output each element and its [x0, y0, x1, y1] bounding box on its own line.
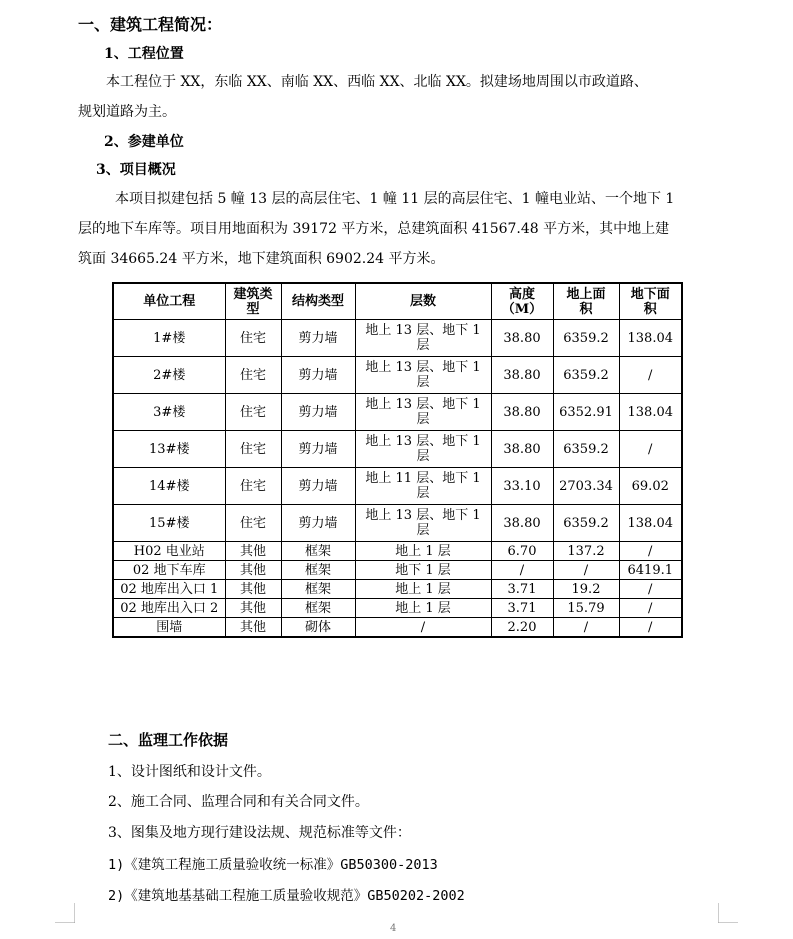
structure-cell: 剪力墙	[281, 394, 355, 431]
overview-text-line-3: 筑面 34665.24 平方米，地下建筑面积 6902.24 平方米。	[78, 251, 445, 267]
structure-cell: 剪力墙	[281, 320, 355, 357]
height-cell: 38.80	[491, 320, 553, 357]
unit-cell: 围墙	[113, 618, 225, 638]
structure-cell: 剪力墙	[281, 357, 355, 394]
type-cell: 住宅	[225, 505, 281, 542]
table-row	[113, 431, 682, 468]
table-row	[113, 394, 682, 431]
unit-cell: 1#楼	[113, 320, 225, 357]
height-cell: 38.80	[491, 431, 553, 468]
above-area-cell: /	[553, 618, 619, 638]
floors-cell: 地上 1 层	[355, 599, 491, 618]
below-area-cell: /	[619, 599, 682, 618]
floors-cell: 地上 1 层	[355, 580, 491, 599]
header-above-area: 地上面 积	[553, 283, 619, 320]
above-area-cell: 6352.91	[553, 394, 619, 431]
subsection-overview-title: 3、项目概况	[96, 162, 176, 178]
above-area-cell: 15.79	[553, 599, 619, 618]
height-cell: 6.70	[491, 542, 553, 561]
above-area-cell: 6359.2	[553, 505, 619, 542]
height-cell: 3.71	[491, 599, 553, 618]
basis-item-2: 2、施工合同、监理合同和有关合同文件。	[108, 794, 369, 810]
floors-cell: 地上 13 层、地下 1 层	[355, 320, 491, 357]
table-row	[113, 580, 682, 599]
below-area-cell: /	[619, 580, 682, 599]
floors-cell: /	[355, 618, 491, 638]
table-row	[113, 468, 682, 505]
type-cell: 住宅	[225, 431, 281, 468]
below-area-cell: /	[619, 357, 682, 394]
height-cell: 38.80	[491, 394, 553, 431]
floors-cell: 地下 1 层	[355, 561, 491, 580]
above-area-cell: 137.2	[553, 542, 619, 561]
type-cell: 其他	[225, 542, 281, 561]
reference-1: 1)《建筑工程施工质量验收统一标准》GB50300-2013	[108, 857, 438, 873]
table-row	[113, 599, 682, 618]
table-row	[113, 618, 682, 638]
table-row	[113, 542, 682, 561]
structure-cell: 框架	[281, 561, 355, 580]
type-cell: 住宅	[225, 468, 281, 505]
below-area-cell: /	[619, 542, 682, 561]
section-1-title: 一、建筑工程简况：	[78, 15, 223, 34]
page-corner-mark-left	[55, 903, 75, 923]
structure-cell: 剪力墙	[281, 468, 355, 505]
height-cell: /	[491, 561, 553, 580]
floors-cell: 地上 1 层	[355, 542, 491, 561]
below-area-cell: /	[619, 431, 682, 468]
floors-cell: 地上 11 层、地下 1 层	[355, 468, 491, 505]
unit-cell: 14#楼	[113, 468, 225, 505]
below-area-cell: /	[619, 618, 682, 638]
table-row	[113, 561, 682, 580]
structure-cell: 框架	[281, 599, 355, 618]
header-below-area: 地下面 积	[619, 283, 682, 320]
height-cell: 2.20	[491, 618, 553, 638]
type-cell: 其他	[225, 580, 281, 599]
above-area-cell: 2703.34	[553, 468, 619, 505]
page-number: 4	[390, 923, 397, 934]
location-text-line-1: 本工程位于 XX，东临 XX、南临 XX、西临 XX、北临 XX。拟建场地周围以市政道路、	[106, 74, 648, 90]
basis-item-1: 1、设计图纸和设计文件。	[108, 764, 271, 780]
overview-text-line-1: 本项目拟建包括 5 幢 13 层的高层住宅、1 幢 11 层的高层住宅、1 幢电业站、一个地下 1	[115, 191, 675, 207]
height-cell: 33.10	[491, 468, 553, 505]
above-area-cell: 6359.2	[553, 357, 619, 394]
height-cell: 38.80	[491, 505, 553, 542]
table-row	[113, 320, 682, 357]
type-cell: 住宅	[225, 357, 281, 394]
type-cell: 其他	[225, 561, 281, 580]
structure-cell: 砌体	[281, 618, 355, 638]
project-table	[112, 282, 683, 638]
overview-text-line-2: 层的地下车库等。项目用地面积为 39172 平方米，总建筑面积 41567.48 平方米，其中地上建	[78, 221, 670, 237]
unit-cell: 3#楼	[113, 394, 225, 431]
type-cell: 住宅	[225, 394, 281, 431]
above-area-cell: /	[553, 561, 619, 580]
header-building-type: 建筑类 型	[225, 283, 281, 320]
header-unit: 单位工程	[113, 283, 225, 320]
structure-cell: 框架	[281, 542, 355, 561]
above-area-cell: 6359.2	[553, 320, 619, 357]
table-row	[113, 505, 682, 542]
table-header-row	[113, 283, 682, 320]
unit-cell: 15#楼	[113, 505, 225, 542]
unit-cell: 2#楼	[113, 357, 225, 394]
unit-cell: 02 地下车库	[113, 561, 225, 580]
reference-2: 2)《建筑地基基础工程施工质量验收规范》GB50202-2002	[108, 888, 465, 904]
floors-cell: 地上 13 层、地下 1 层	[355, 357, 491, 394]
type-cell: 其他	[225, 618, 281, 638]
header-floors: 层数	[355, 283, 491, 320]
location-text-line-2: 规划道路为主。	[78, 104, 176, 120]
structure-cell: 剪力墙	[281, 431, 355, 468]
floors-cell: 地上 13 层、地下 1 层	[355, 431, 491, 468]
header-height: 高度 （M）	[491, 283, 553, 320]
structure-cell: 剪力墙	[281, 505, 355, 542]
below-area-cell: 138.04	[619, 394, 682, 431]
header-structure-type: 结构类型	[281, 283, 355, 320]
height-cell: 3.71	[491, 580, 553, 599]
floors-cell: 地上 13 层、地下 1 层	[355, 505, 491, 542]
page-corner-mark-right	[718, 903, 738, 923]
above-area-cell: 19.2	[553, 580, 619, 599]
unit-cell: 02 地库出入口 1	[113, 580, 225, 599]
basis-item-3: 3、图集及地方现行建设法规、规范标准等文件：	[108, 825, 411, 841]
unit-cell: 13#楼	[113, 431, 225, 468]
subsection-participants-title: 2、参建单位	[104, 134, 184, 150]
below-area-cell: 138.04	[619, 320, 682, 357]
unit-cell: 02 地库出入口 2	[113, 599, 225, 618]
below-area-cell: 6419.1	[619, 561, 682, 580]
above-area-cell: 6359.2	[553, 431, 619, 468]
type-cell: 其他	[225, 599, 281, 618]
height-cell: 38.80	[491, 357, 553, 394]
table-row	[113, 357, 682, 394]
below-area-cell: 69.02	[619, 468, 682, 505]
floors-cell: 地上 13 层、地下 1 层	[355, 394, 491, 431]
below-area-cell: 138.04	[619, 505, 682, 542]
unit-cell: H02 电业站	[113, 542, 225, 561]
type-cell: 住宅	[225, 320, 281, 357]
section-2-title: 二、监理工作依据	[108, 731, 229, 749]
structure-cell: 框架	[281, 580, 355, 599]
subsection-location-title: 1、工程位置	[104, 46, 184, 62]
